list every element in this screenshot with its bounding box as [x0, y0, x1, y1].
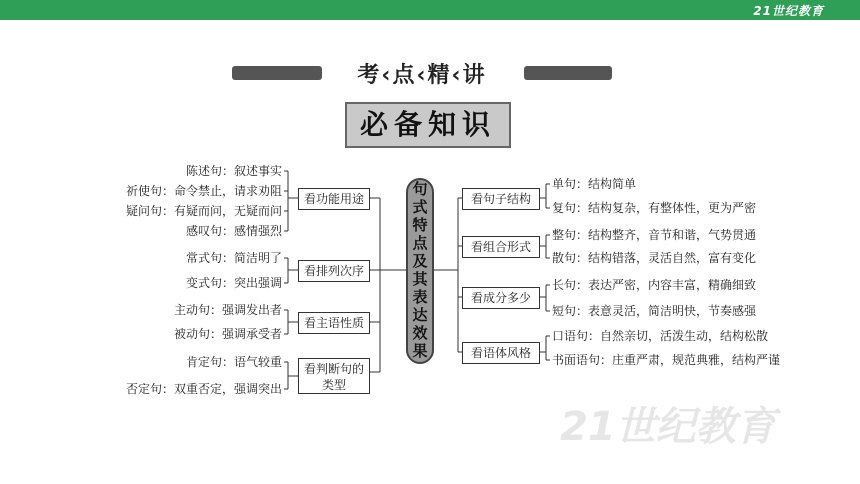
left-branch-order: 看排列次序 [298, 260, 370, 282]
right-leaf: 散句：结构错落，灵活自然，富有变化 [552, 251, 757, 265]
left-leaf: 否定句：双重否定，强调突出 [125, 382, 282, 396]
left-leaf: 祈使句：命令禁止，请求劝阻 [125, 184, 282, 198]
center-topic [406, 178, 434, 364]
left-branch-subject: 看主语性质 [298, 312, 370, 334]
left-leaf: 被动句：强调承受者 [173, 327, 282, 341]
right-leaf: 长句：表达严密，内容丰富，精确细致 [552, 278, 757, 292]
left-leaf: 陈述句：叙述事实 [185, 164, 282, 178]
right-branch-components: 看成分多少 [462, 287, 540, 309]
left-leaf: 常式句：简洁明了 [185, 251, 282, 265]
watermark: 21世纪教育 [560, 404, 776, 450]
section-title: 必备知识 [345, 102, 511, 148]
left-branch-function: 看功能用途 [298, 188, 370, 210]
right-branch-structure: 看句子结构 [462, 188, 540, 210]
right-leaf: 单句：结构简单 [552, 177, 637, 191]
left-branch-judgment: 看判断句的类型 [298, 358, 370, 394]
right-leaf: 口语句：自然亲切，活泼生动，结构松散 [552, 329, 769, 343]
left-leaf: 肯定句：语气较重 [185, 355, 282, 369]
left-leaf: 感叹句：感情强烈 [185, 224, 282, 238]
brand-logo: 21世纪教育 [753, 4, 824, 18]
left-leaf: 主动句：强调发出者 [173, 303, 282, 317]
left-leaf: 变式句：突出强调 [185, 276, 282, 290]
banner-title: 考‹点‹精‹讲 [357, 63, 487, 88]
left-leaf: 疑问句：有疑而问，无疑而问 [125, 204, 282, 218]
right-leaf: 短句：表意灵活，简洁明快，节奏感强 [552, 304, 757, 318]
right-leaf: 复句：结构复杂，有整体性，更为严密 [552, 201, 757, 215]
right-leaf: 整句：结构整齐，音节和谐，气势贯通 [552, 228, 757, 242]
center-topic-text: 句式特点及其表达效果 [410, 181, 429, 361]
right-branch-combination: 看组合形式 [462, 236, 540, 258]
right-branch-style: 看语体风格 [462, 342, 540, 364]
right-leaf: 书面语句：庄重严肃，规范典雅，结构严谨 [552, 353, 781, 367]
